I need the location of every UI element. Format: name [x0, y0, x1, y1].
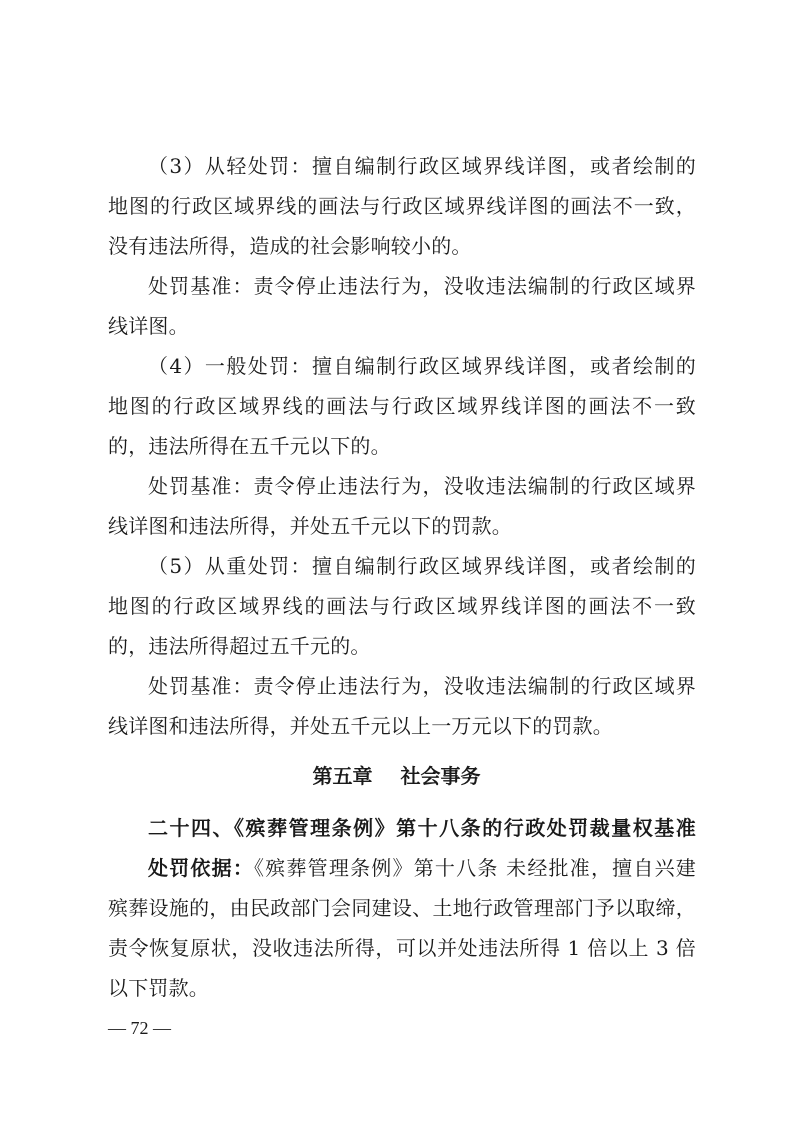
paragraph-heavy-standard-line2: 线详图和违法所得，并处五千元以上一万元以下的罚款。 — [108, 714, 613, 738]
paragraph-light-standard-line2: 线详图。 — [108, 314, 189, 338]
paragraph-general-penalty-line1: （4）一般处罚：擅自编制行政区域界线详图，或者绘制的 — [148, 354, 696, 378]
paragraph-heavy-penalty-line3: 的，违法所得超过五千元的。 — [108, 634, 371, 658]
basis-line4: 以下罚款。 — [108, 976, 209, 1000]
basis-line3: 责令恢复原状，没收违法所得，可以并处违法所得 1 倍以上 3 倍 — [108, 936, 696, 960]
paragraph-light-penalty-line3: 没有违法所得，造成的社会影响较小的。 — [108, 234, 472, 258]
basis-line1-text: 《殡葬管理条例》第十八条 未经批准，擅自兴建 — [254, 856, 696, 880]
section-heading: 二十四、《殡葬管理条例》第十八条的行政处罚裁量权基准 — [148, 816, 696, 840]
paragraph-heavy-standard-line1: 处罚基准：责令停止违法行为，没收违法编制的行政区域界 — [148, 674, 696, 698]
paragraph-light-penalty-line1: （3）从轻处罚：擅自编制行政区域界线详图，或者绘制的 — [148, 154, 696, 178]
chapter-title: 社会事务 — [400, 764, 481, 788]
paragraph-general-standard-line2: 线详图和违法所得，并处五千元以下的罚款。 — [108, 514, 512, 538]
paragraph-light-standard-line1: 处罚基准：责令停止违法行为，没收违法编制的行政区域界 — [148, 274, 696, 298]
paragraph-general-penalty-line2: 地图的行政区域界线的画法与行政区域界线详图的画法不一致 — [108, 394, 696, 418]
paragraph-general-penalty-line3: 的，违法所得在五千元以下的。 — [108, 434, 391, 458]
paragraph-general-standard-line1: 处罚基准：责令停止违法行为，没收违法编制的行政区域界 — [148, 474, 696, 498]
paragraph-heavy-penalty-line2: 地图的行政区域界线的画法与行政区域界线详图的画法不一致 — [108, 594, 696, 618]
chapter-heading — [0, 756, 793, 796]
chapter-number: 第五章 — [312, 764, 373, 788]
basis-label: 处罚依据： — [148, 856, 255, 880]
basis-line1 — [148, 848, 696, 888]
paragraph-light-penalty-line2: 地图的行政区域界线的画法与行政区域界线详图的画法不一致， — [108, 194, 696, 218]
paragraph-heavy-penalty-line1: （5）从重处罚：擅自编制行政区域界线详图，或者绘制的 — [148, 554, 696, 578]
page-number: — 72 — — [108, 1018, 171, 1038]
basis-line2: 殡葬设施的，由民政部门会同建设、土地行政管理部门予以取缔， — [108, 896, 696, 920]
